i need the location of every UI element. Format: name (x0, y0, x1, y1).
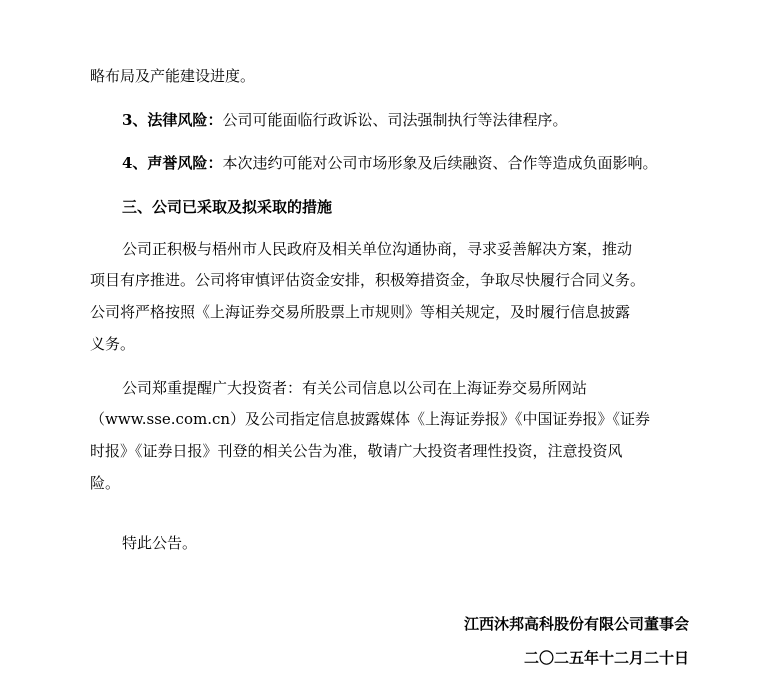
risk-label: 3、法律风险： (122, 111, 223, 129)
signature-company: 江西沐邦高科股份有限公司董事会 (463, 615, 689, 633)
risk-item-legal (122, 110, 567, 130)
section-heading: 三、公司已采取及拟采取的措施 (122, 198, 333, 216)
reminder-line: 公司郑重提醒广大投资者：有关公司信息以公司在上海证券交易所网站 (122, 379, 588, 397)
continuation-line: 略布局及产能建设进度。 (90, 67, 256, 85)
measures-line: 公司将严格按照《上海证券交易所股票上市规则》等相关规定，及时履行信息披露 (90, 303, 631, 321)
closing-text: 特此公告。 (122, 534, 198, 552)
reminder-line: 时报》《证券日报》刊登的相关公告为准，敬请广大投资者理性投资，注意投资风 (90, 442, 623, 460)
measures-line: 公司正积极与梧州市人民政府及相关单位沟通协商，寻求妥善解决方案，推动 (122, 240, 633, 258)
signature-date: 二〇二五年十二月二十日 (523, 649, 689, 667)
risk-item-reputation (122, 153, 657, 173)
risk-text: 公司可能面临行政诉讼、司法强制执行等法律程序。 (222, 111, 568, 129)
risk-label: 4、声誉风险： (122, 154, 223, 172)
measures-line: 项目有序推进。公司将审慎评估资金安排，积极筹措资金，争取尽快履行合同义务。 (90, 271, 646, 289)
risk-text: 本次违约可能对公司市场形象及后续融资、合作等造成负面影响。 (222, 154, 658, 172)
reminder-line: 险。 (90, 474, 121, 492)
measures-line: 义务。 (90, 335, 136, 353)
reminder-line: （www.sse.com.cn）及公司指定信息披露媒体《上海证券报》《中国证券报》《证券 (90, 410, 651, 428)
